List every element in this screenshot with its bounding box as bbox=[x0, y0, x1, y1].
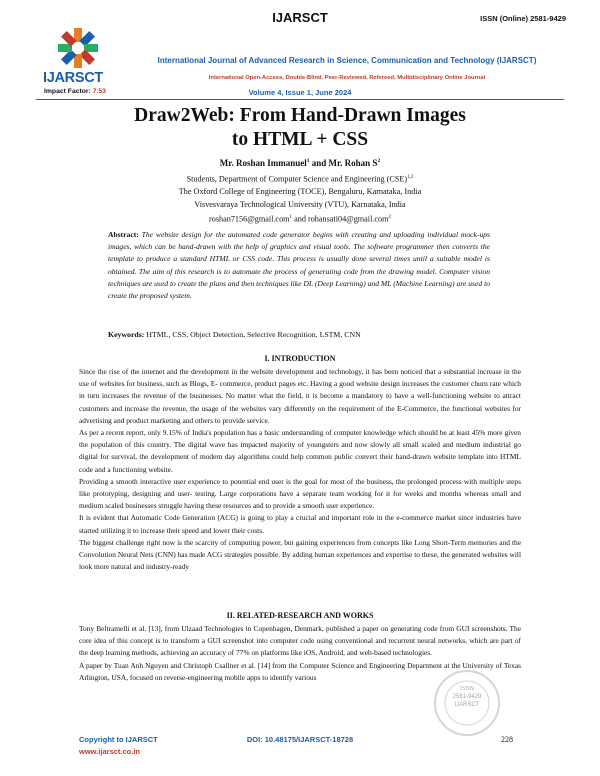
intro-body bbox=[79, 366, 521, 573]
stamp-text bbox=[432, 685, 502, 709]
affil-sup: 1,2 bbox=[407, 175, 414, 180]
abstract-label: Abstract: bbox=[108, 230, 139, 239]
email-2-sup: 2 bbox=[388, 214, 391, 220]
email-1-sup: 1 bbox=[289, 214, 293, 220]
title-line-1: Draw2Web: From Hand-Drawn Images bbox=[134, 105, 466, 126]
page-number: 228 bbox=[501, 735, 513, 744]
logo-text: IJARSCT bbox=[43, 70, 103, 86]
email-1[interactable]: roshan7156@gmail.com bbox=[209, 214, 290, 224]
keywords-text: HTML, CSS, Object Detection, Selective Recognition, LSTM, CNN bbox=[144, 330, 361, 339]
affiliations bbox=[0, 172, 600, 226]
intro-paragraph-4: It is evident that Automatic Code Generation (ACG) is going to play a crucial and important role in the e-commerce market since industries have started utilizing it to increase their speed and lower their costs. bbox=[79, 513, 521, 535]
impact-label: Impact Factor: bbox=[44, 88, 93, 95]
stamp-name: IJARSCT bbox=[454, 702, 480, 708]
email-2[interactable]: rohansati04@gmail.com bbox=[307, 214, 389, 224]
doi-link[interactable]: DOI: 10.48175/IJARSCT-18728 bbox=[246, 735, 354, 744]
affil-line-2: The Oxford College of Engineering (TOCE), Bengaluru, Karnataka, India bbox=[178, 187, 422, 197]
intro-paragraph-2: As per a recent report, only 9.15% of India's population has a basic understanding of computer knowledge which should be at least 45% more given the population of this country. The digital wave has impacted majority of youngsters and now slowly all small scaled and medium industrial go digital for survival, the development of modern day algorithms could help common public convert their hand-drawn website template into HTML code and a functioning website. bbox=[79, 428, 521, 474]
journal-full-title: International Journal of Advanced Research in Science, Communication and Technology (IJARSCT) bbox=[157, 56, 537, 65]
related-paragraph-2: A paper by Tuan Anh Nguyen and Christoph Csallner et al. [14] from the Computer Science and Engineering Department at the University of Texas Arlington, USA, focused on reverse-engineering mobile apps to identify various bbox=[79, 660, 521, 682]
related-paragraph-1: Tony Beltramelli et al. [13], from Ulzaad Technologies in Copenhagen, Denmark, published a paper on generating code from GUI screenshots. The core idea of this concept is to transform a GUI screenshot into computer code using conventional and recurrent neural networks, which are part of the deep learning methods, achieving an accuracy of 77% on platforms like iOS, Android, and web-based technologies. bbox=[79, 624, 521, 658]
intro-paragraph-1: Since the rise of the internet and the development in the website development and technology, it has been noticed that a substantial increase in the use of websites for business, such as Blogs, E- commerce, product pages etc. Having a good website design increases the customer churn rate which in turn increases the revenue of the businesses. No matter what the field, it is become a mandatory to have a well-functioning website to attract customers and increase the revenue, the usage of the websites vary differently on the requirement of the E-Commerce, the functional websites for advertising and product marketing and others to provide service. bbox=[79, 367, 521, 425]
affil-line-1 bbox=[0, 172, 600, 186]
issn-label: ISSN (Online) 2581-9429 bbox=[480, 14, 566, 23]
author-2-sup: 2 bbox=[377, 158, 381, 164]
affil-dept: Students, Department of Computer Science and Engineering (CSE) bbox=[186, 174, 408, 184]
stamp-issn: ISSN bbox=[459, 686, 474, 692]
journal-short-name: IJARSCT bbox=[272, 10, 328, 25]
keywords bbox=[108, 330, 490, 339]
author-1-sup: 1 bbox=[306, 158, 310, 164]
copyright: Copyright to IJARSCT bbox=[79, 735, 158, 744]
authors bbox=[0, 158, 600, 168]
author-2: Mr. Rohan S bbox=[328, 158, 378, 168]
intro-heading: I. INTRODUCTION bbox=[264, 354, 336, 363]
paper-title bbox=[0, 104, 600, 152]
title-line-2: to HTML + CSS bbox=[231, 129, 369, 150]
volume-info: Volume 4, Issue 1, June 2024 bbox=[248, 88, 352, 97]
impact-value: 7.53 bbox=[92, 88, 106, 95]
stamp-number: 2581-9429 bbox=[452, 694, 482, 700]
intro-paragraph-3: Providing a smooth interactive user experience to potential end user is the goal for most of the business, the prolonged process with multiple steps like prototyping, designing and user- testing. Large corporations have a separate team working for it for weeks and months whereas small and medium scaled businesses struggle having these resources and to provide a smooth user experience. bbox=[79, 476, 521, 511]
author-1: Mr. Roshan Immanuel bbox=[219, 158, 307, 168]
journal-subtitle: International Open-Access, Double-Blind, Peer-Reviewed, Refereed, Multidisciplinary Online Journal bbox=[208, 75, 486, 81]
authors-and: and bbox=[309, 158, 329, 168]
keywords-label: Keywords: bbox=[108, 330, 145, 339]
affil-line-3: Visvesvaraya Technological University (VTU), Karnataka, India bbox=[194, 199, 406, 209]
website-link[interactable]: www.ijarsct.co.in bbox=[79, 747, 140, 756]
emails bbox=[0, 212, 600, 226]
header-divider bbox=[36, 99, 564, 100]
abstract-text: The website design for the automated code generator begins with creating and uploading individual mock-ups images, which can be hand-drawn with the help of graphics and visual tools. The software programmer then converts the template to produce a standard HTML or CSS code. This process is usually done several times until a suitable model is obtained. The aim of this research is to automate the process of generating code from the drawing model. Computer vision techniques are used to create the plans and then techniques like DL (Deep Learning) and ML (Machine Learning) are used to create the proposed system. bbox=[108, 230, 490, 301]
intro-paragraph-5: The biggest challenge right now is the scarcity of computing power, but gaining experiences from concepts like Long Short-Term memories and the Convolution Neural Nets (CNN) has made ACG strategies possible. By adding human experiences and expertise to these, the generated websites will look more natural and industry-ready bbox=[79, 537, 521, 572]
email-and: and bbox=[292, 214, 308, 224]
related-heading: II. RELATED-RESEARCH AND WORKS bbox=[226, 611, 374, 620]
abstract bbox=[108, 229, 490, 302]
